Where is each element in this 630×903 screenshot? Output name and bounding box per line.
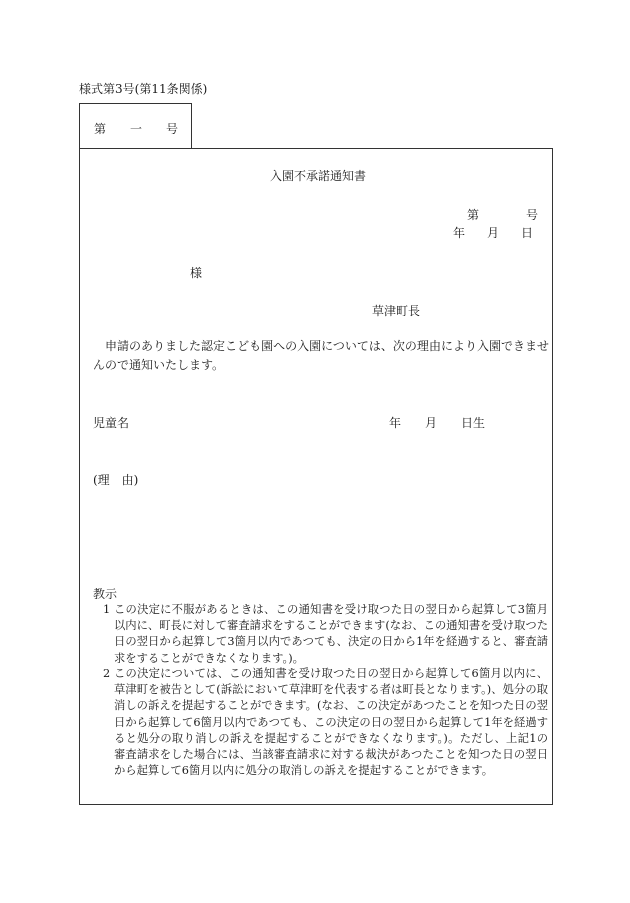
date-year: 年 (453, 226, 466, 240)
recipient-suffix: 様 (190, 266, 203, 280)
birth-month: 月 (425, 416, 438, 430)
document-number-box (79, 103, 192, 149)
reason-label: (理 由) (93, 473, 139, 487)
form-label: 様式第3号(第11条関係) (79, 82, 208, 96)
reference-go: 号 (526, 208, 539, 222)
notice-item-number: 1 (103, 603, 111, 616)
notice-item-number: 2 (103, 667, 111, 680)
body-paragraph: 申請のありました認定こども園への入園については、次の理由により入園できませんので通知いたします。 (93, 339, 549, 372)
child-name-label: 児童名 (93, 416, 130, 430)
notice-title: 教示 (93, 587, 118, 601)
notice-item-text: この決定については、この通知書を受け取つた日の翌日から起算して6箇月以内に、草津町を被告として(訴訟において草津町を代表する者は町長となります。)、処分の取消しの訴えを提起することができます。(なお、この決定があつたことを知つた日の翌日から起算して6箇月以内であつても、この決定の日の翌日から起算して1年を経過すると処分の取り消しの訴えを提起することができなくなります。)。ただし、上記1の審査請求をした場合には、当該審査請求に対する裁決があつたことを知つた日の翌日から起算して6箇月以内に処分の取消しの訴えを提起することができます。 (114, 667, 548, 778)
issue-date (453, 224, 533, 241)
issuer-name: 草津町長 (372, 304, 421, 318)
birth-year: 年 (389, 416, 402, 430)
reference-dai: 第 (467, 208, 480, 222)
notice-item (103, 602, 548, 667)
birth-day: 日生 (461, 416, 486, 430)
number-box-go: 号 (166, 122, 179, 136)
notice-item-text: この決定に不服があるときは、この通知書を受け取つた日の翌日から起算して3箇月以内に、町長に対して審査請求をすることができます(なお、この通知書を受け取つた日の翌日から起算して3箇月以内であつても、決定の日から1年を経過すると、審査請求をすることができなくなります。)。 (114, 603, 548, 665)
date-day: 日 (521, 226, 534, 240)
document-title: 入園不承諾通知書 (270, 169, 367, 183)
date-month: 月 (487, 226, 500, 240)
number-box-dai: 第 (94, 122, 107, 136)
document-number-text (94, 120, 178, 137)
child-birthdate (389, 414, 485, 431)
notice-item (103, 666, 548, 779)
number-box-ichi: 一 (130, 122, 143, 136)
